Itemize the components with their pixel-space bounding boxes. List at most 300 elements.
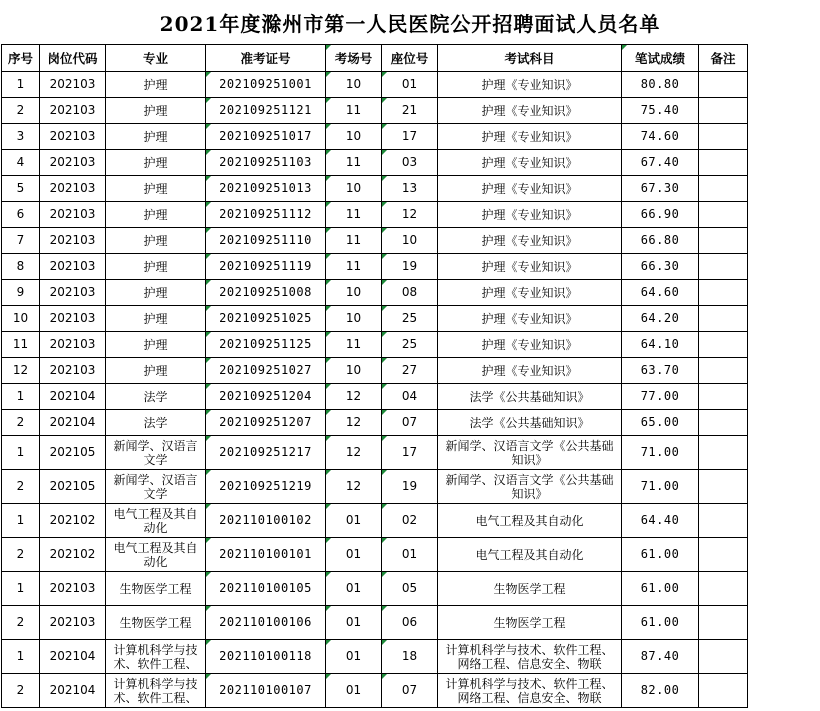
cell-subject[interactable] — [438, 606, 622, 640]
cell-major[interactable] — [106, 538, 206, 572]
cell-text: 护理《专业知识》 — [481, 207, 578, 222]
cell-remark[interactable] — [699, 436, 748, 470]
cell-subject[interactable] — [438, 202, 622, 228]
cell-text: 01 — [401, 77, 418, 91]
cell-room[interactable] — [326, 538, 382, 572]
cell-seat[interactable] — [382, 436, 438, 470]
header-ticket[interactable]: 准考证号 — [206, 45, 326, 72]
cell-text: 11 — [345, 337, 362, 351]
cell-seq[interactable] — [2, 674, 40, 708]
cell-room[interactable] — [326, 202, 382, 228]
cell-subject[interactable] — [438, 332, 622, 358]
cell-text: 202105 — [49, 479, 96, 493]
cell-post-code[interactable] — [40, 410, 106, 436]
cell-room[interactable] — [326, 470, 382, 504]
cell-text: 护理《专业知识》 — [481, 129, 578, 144]
cell-seat[interactable] — [382, 538, 438, 572]
cell-post-code[interactable] — [40, 606, 106, 640]
cell-major[interactable] — [106, 72, 206, 98]
cell-ticket[interactable] — [206, 410, 326, 436]
cell-text: 71.00 — [640, 445, 680, 459]
cell-text: 61.00 — [640, 615, 680, 629]
cell-post-code[interactable] — [40, 254, 106, 280]
cell-remark[interactable] — [699, 384, 748, 410]
cell-score[interactable] — [622, 436, 699, 470]
cell-subject[interactable] — [438, 280, 622, 306]
cell-text: 202104 — [49, 649, 96, 663]
cell-text: 66.90 — [640, 207, 680, 221]
cell-post-code[interactable] — [40, 306, 106, 332]
cell-seq[interactable] — [2, 538, 40, 572]
cell-room[interactable] — [326, 504, 382, 538]
cell-post-code[interactable] — [40, 202, 106, 228]
cell-seat[interactable] — [382, 280, 438, 306]
cell-room[interactable] — [326, 384, 382, 410]
cell-seat[interactable] — [382, 124, 438, 150]
cell-text: 202109251013 — [219, 181, 312, 195]
cell-score[interactable] — [622, 384, 699, 410]
cell-score[interactable] — [622, 306, 699, 332]
cell-seat[interactable] — [382, 640, 438, 674]
cell-score[interactable] — [622, 470, 699, 504]
cell-text: 202102 — [49, 547, 96, 561]
cell-ticket[interactable] — [206, 640, 326, 674]
cell-major[interactable] — [106, 150, 206, 176]
cell-text: 护理 — [143, 363, 168, 378]
cell-score[interactable] — [622, 358, 699, 384]
cell-text: 护理《专业知识》 — [481, 311, 578, 326]
cell-post-code[interactable] — [40, 640, 106, 674]
cell-remark[interactable] — [699, 606, 748, 640]
cell-text: 生物医学工程 — [493, 615, 566, 630]
cell-text: 67.40 — [640, 155, 680, 169]
header-major[interactable]: 专业 — [106, 45, 206, 72]
cell-room[interactable] — [326, 332, 382, 358]
cell-seq[interactable] — [2, 98, 40, 124]
cell-remark[interactable] — [699, 98, 748, 124]
cell-seq[interactable] — [2, 384, 40, 410]
cell-text: 12 — [401, 207, 418, 221]
header-post-code[interactable]: 岗位代码 — [40, 45, 106, 72]
cell-ticket[interactable] — [206, 280, 326, 306]
cell-remark[interactable] — [699, 72, 748, 98]
cell-text: 202102 — [49, 513, 96, 527]
cell-text: 202110100105 — [219, 581, 312, 595]
cell-seat[interactable] — [382, 504, 438, 538]
cell-score[interactable] — [622, 504, 699, 538]
cell-text: 27 — [401, 363, 418, 377]
table-body — [2, 72, 748, 708]
cell-seat[interactable] — [382, 606, 438, 640]
cell-text: 202109251219 — [219, 479, 312, 493]
cell-seat[interactable] — [382, 572, 438, 606]
cell-ticket[interactable] — [206, 606, 326, 640]
cell-ticket[interactable] — [206, 176, 326, 202]
cell-seq[interactable] — [2, 72, 40, 98]
cell-text: 202103 — [49, 129, 96, 143]
cell-subject[interactable] — [438, 150, 622, 176]
cell-major[interactable] — [106, 470, 206, 504]
cell-seq[interactable] — [2, 358, 40, 384]
cell-text: 202110100102 — [219, 513, 312, 527]
cell-seq[interactable] — [2, 436, 40, 470]
table-row — [2, 72, 748, 98]
cell-text: 法学 — [143, 389, 168, 404]
cell-text: 3 — [16, 129, 25, 143]
cell-subject[interactable] — [438, 504, 622, 538]
table-row — [2, 384, 748, 410]
cell-seq[interactable] — [2, 254, 40, 280]
cell-text: 202103 — [49, 615, 96, 629]
cell-seat[interactable] — [382, 332, 438, 358]
cell-text: 07 — [401, 683, 418, 697]
cell-ticket[interactable] — [206, 470, 326, 504]
cell-text: 202109251121 — [219, 103, 312, 117]
cell-seq[interactable] — [2, 228, 40, 254]
cell-major[interactable] — [106, 674, 206, 708]
cell-post-code[interactable] — [40, 358, 106, 384]
cell-remark[interactable] — [699, 202, 748, 228]
cell-ticket[interactable] — [206, 384, 326, 410]
cell-seat[interactable] — [382, 228, 438, 254]
cell-ticket[interactable] — [206, 254, 326, 280]
cell-text: 11 — [345, 207, 362, 221]
cell-room[interactable] — [326, 124, 382, 150]
cell-remark[interactable] — [699, 640, 748, 674]
cell-subject[interactable] — [438, 98, 622, 124]
cell-major[interactable] — [106, 410, 206, 436]
cell-subject[interactable] — [438, 254, 622, 280]
header-room[interactable]: 考场号 — [326, 45, 382, 72]
cell-seat[interactable] — [382, 410, 438, 436]
cell-subject[interactable] — [438, 306, 622, 332]
cell-room[interactable] — [326, 436, 382, 470]
cell-score[interactable] — [622, 124, 699, 150]
cell-seq[interactable] — [2, 306, 40, 332]
cell-ticket[interactable] — [206, 572, 326, 606]
cell-text: 护理 — [143, 129, 168, 144]
cell-major[interactable] — [106, 254, 206, 280]
table-row — [2, 606, 748, 640]
cell-text: 1 — [16, 389, 25, 403]
cell-text: 护理《专业知识》 — [481, 181, 578, 196]
cell-text: 11 — [345, 233, 362, 247]
cell-major[interactable] — [106, 176, 206, 202]
cell-major[interactable] — [106, 332, 206, 358]
cell-ticket[interactable] — [206, 674, 326, 708]
cell-seq[interactable] — [2, 410, 40, 436]
cell-ticket[interactable] — [206, 228, 326, 254]
cell-major[interactable] — [106, 280, 206, 306]
cell-remark[interactable] — [699, 176, 748, 202]
cell-remark[interactable] — [699, 228, 748, 254]
cell-text: 01 — [345, 547, 362, 561]
cell-post-code[interactable] — [40, 538, 106, 572]
header-seq[interactable]: 序号 — [2, 45, 40, 72]
cell-seq[interactable] — [2, 572, 40, 606]
cell-text: 10 — [345, 363, 362, 377]
cell-text: 计算机科学与技术、软件工程、网络工程、信息安全、物联 — [445, 642, 614, 671]
cell-text: 计算机科学与技术、软件工程、 — [113, 676, 198, 705]
cell-room[interactable] — [326, 358, 382, 384]
cell-subject[interactable] — [438, 384, 622, 410]
cell-text: 82.00 — [640, 683, 680, 697]
cell-text: 202109251017 — [219, 129, 312, 143]
cell-text: 护理《专业知识》 — [481, 259, 578, 274]
cell-subject[interactable] — [438, 176, 622, 202]
cell-major[interactable] — [106, 202, 206, 228]
cell-room[interactable] — [326, 228, 382, 254]
cell-text: 1 — [16, 581, 25, 595]
cell-text: 04 — [401, 389, 418, 403]
cell-seat[interactable] — [382, 150, 438, 176]
cell-text: 75.40 — [640, 103, 680, 117]
cell-text: 74.60 — [640, 129, 680, 143]
cell-remark[interactable] — [699, 150, 748, 176]
cell-seat[interactable] — [382, 358, 438, 384]
cell-room[interactable] — [326, 150, 382, 176]
cell-subject[interactable] — [438, 436, 622, 470]
cell-score[interactable] — [622, 640, 699, 674]
cell-remark[interactable] — [699, 538, 748, 572]
cell-text: 202104 — [49, 389, 96, 403]
cell-subject[interactable] — [438, 470, 622, 504]
cell-text: 护理 — [143, 337, 168, 352]
cell-post-code[interactable] — [40, 384, 106, 410]
cell-remark[interactable] — [699, 124, 748, 150]
cell-remark[interactable] — [699, 572, 748, 606]
cell-text: 13 — [401, 181, 418, 195]
cell-text: 63.70 — [640, 363, 680, 377]
cell-seq[interactable] — [2, 332, 40, 358]
cell-text: 10 — [401, 233, 418, 247]
cell-remark[interactable] — [699, 674, 748, 708]
cell-text: 12 — [12, 363, 29, 377]
cell-text: 护理 — [143, 233, 168, 248]
cell-post-code[interactable] — [40, 72, 106, 98]
cell-ticket[interactable] — [206, 124, 326, 150]
cell-ticket[interactable] — [206, 306, 326, 332]
cell-seat[interactable] — [382, 176, 438, 202]
cell-subject[interactable] — [438, 72, 622, 98]
cell-text: 202104 — [49, 683, 96, 697]
cell-subject[interactable] — [438, 410, 622, 436]
cell-score[interactable] — [622, 410, 699, 436]
cell-text: 05 — [401, 581, 418, 595]
cell-score[interactable] — [622, 332, 699, 358]
cell-seq[interactable] — [2, 606, 40, 640]
cell-remark[interactable] — [699, 280, 748, 306]
cell-text: 202109251204 — [219, 389, 312, 403]
table-row — [2, 176, 748, 202]
cell-major[interactable] — [106, 306, 206, 332]
header-seat[interactable]: 座位号 — [382, 45, 438, 72]
cell-score[interactable] — [622, 228, 699, 254]
cell-room[interactable] — [326, 410, 382, 436]
cell-text: 87.40 — [640, 649, 680, 663]
cell-text: 01 — [345, 649, 362, 663]
cell-major[interactable] — [106, 436, 206, 470]
cell-text: 8 — [16, 259, 25, 273]
cell-subject[interactable] — [438, 640, 622, 674]
cell-text: 护理 — [143, 155, 168, 170]
cell-post-code[interactable] — [40, 470, 106, 504]
cell-room[interactable] — [326, 572, 382, 606]
header-score[interactable]: 笔试成绩 — [622, 45, 699, 72]
cell-post-code[interactable] — [40, 332, 106, 358]
cell-seat[interactable] — [382, 306, 438, 332]
cell-seat[interactable] — [382, 98, 438, 124]
candidate-table — [1, 44, 748, 708]
cell-text: 12 — [345, 445, 362, 459]
cell-score[interactable] — [622, 606, 699, 640]
cell-score[interactable] — [622, 254, 699, 280]
cell-text: 64.60 — [640, 285, 680, 299]
cell-seq[interactable] — [2, 640, 40, 674]
cell-seq[interactable] — [2, 176, 40, 202]
cell-seq[interactable] — [2, 280, 40, 306]
cell-text: 1 — [16, 649, 25, 663]
cell-text: 77.00 — [640, 389, 680, 403]
cell-major[interactable] — [106, 504, 206, 538]
cell-room[interactable] — [326, 72, 382, 98]
cell-score[interactable] — [622, 572, 699, 606]
cell-ticket[interactable] — [206, 538, 326, 572]
header-subject[interactable]: 考试科目 — [438, 45, 622, 72]
table-row — [2, 98, 748, 124]
cell-major[interactable] — [106, 606, 206, 640]
cell-seat[interactable] — [382, 384, 438, 410]
cell-room[interactable] — [326, 306, 382, 332]
cell-score[interactable] — [622, 98, 699, 124]
cell-text: 19 — [401, 479, 418, 493]
cell-score[interactable] — [622, 674, 699, 708]
cell-post-code[interactable] — [40, 436, 106, 470]
table-row — [2, 504, 748, 538]
cell-room[interactable] — [326, 280, 382, 306]
cell-major[interactable] — [106, 358, 206, 384]
cell-ticket[interactable] — [206, 72, 326, 98]
cell-ticket[interactable] — [206, 436, 326, 470]
cell-post-code[interactable] — [40, 124, 106, 150]
cell-text: 64.40 — [640, 513, 680, 527]
cell-post-code[interactable] — [40, 280, 106, 306]
cell-seat[interactable] — [382, 202, 438, 228]
cell-room[interactable] — [326, 606, 382, 640]
cell-room[interactable] — [326, 674, 382, 708]
cell-remark[interactable] — [699, 254, 748, 280]
cell-text: 21 — [401, 103, 418, 117]
cell-ticket[interactable] — [206, 358, 326, 384]
cell-ticket[interactable] — [206, 98, 326, 124]
cell-text: 2 — [16, 683, 25, 697]
cell-seat[interactable] — [382, 254, 438, 280]
cell-text: 202103 — [49, 233, 96, 247]
cell-text: 电气工程及其自动化 — [475, 547, 584, 562]
cell-post-code[interactable] — [40, 572, 106, 606]
cell-post-code[interactable] — [40, 674, 106, 708]
cell-text: 202103 — [49, 155, 96, 169]
cell-remark[interactable] — [699, 332, 748, 358]
cell-text: 生物医学工程 — [493, 581, 566, 596]
cell-seat[interactable] — [382, 674, 438, 708]
cell-major[interactable] — [106, 98, 206, 124]
cell-post-code[interactable] — [40, 228, 106, 254]
cell-text: 202103 — [49, 77, 96, 91]
cell-room[interactable] — [326, 98, 382, 124]
table-row — [2, 306, 748, 332]
cell-seq[interactable] — [2, 470, 40, 504]
table-row — [2, 436, 748, 470]
cell-remark[interactable] — [699, 306, 748, 332]
cell-score[interactable] — [622, 202, 699, 228]
cell-post-code[interactable] — [40, 98, 106, 124]
cell-text: 66.30 — [640, 259, 680, 273]
cell-seat[interactable] — [382, 72, 438, 98]
cell-major[interactable] — [106, 228, 206, 254]
cell-major[interactable] — [106, 572, 206, 606]
cell-room[interactable] — [326, 254, 382, 280]
cell-remark[interactable] — [699, 504, 748, 538]
cell-post-code[interactable] — [40, 150, 106, 176]
cell-major[interactable] — [106, 124, 206, 150]
cell-text: 65.00 — [640, 415, 680, 429]
cell-room[interactable] — [326, 176, 382, 202]
cell-seq[interactable] — [2, 202, 40, 228]
cell-text: 202103 — [49, 311, 96, 325]
cell-subject[interactable] — [438, 674, 622, 708]
cell-text: 新闻学、汉语言文学《公共基础知识》 — [445, 438, 614, 467]
cell-post-code[interactable] — [40, 176, 106, 202]
cell-remark[interactable] — [699, 470, 748, 504]
cell-room[interactable] — [326, 640, 382, 674]
cell-text: 护理《专业知识》 — [481, 233, 578, 248]
cell-subject[interactable] — [438, 124, 622, 150]
header-remark[interactable]: 备注 — [699, 45, 748, 72]
cell-subject[interactable] — [438, 358, 622, 384]
cell-subject[interactable] — [438, 572, 622, 606]
cell-subject[interactable] — [438, 538, 622, 572]
cell-score[interactable] — [622, 280, 699, 306]
cell-score[interactable] — [622, 538, 699, 572]
cell-post-code[interactable] — [40, 504, 106, 538]
cell-ticket[interactable] — [206, 332, 326, 358]
cell-text: 202109251025 — [219, 311, 312, 325]
cell-text: 202103 — [49, 181, 96, 195]
cell-major[interactable] — [106, 640, 206, 674]
cell-seq[interactable] — [2, 124, 40, 150]
cell-ticket[interactable] — [206, 504, 326, 538]
cell-ticket[interactable] — [206, 202, 326, 228]
cell-seq[interactable] — [2, 150, 40, 176]
cell-text: 10 — [345, 285, 362, 299]
cell-remark[interactable] — [699, 358, 748, 384]
cell-subject[interactable] — [438, 228, 622, 254]
cell-text: 电气工程及其自动化 — [113, 506, 198, 535]
cell-score[interactable] — [622, 72, 699, 98]
cell-text: 新闻学、汉语言文学《公共基础知识》 — [445, 472, 614, 501]
cell-major[interactable] — [106, 384, 206, 410]
cell-ticket[interactable] — [206, 150, 326, 176]
cell-score[interactable] — [622, 150, 699, 176]
cell-seq[interactable] — [2, 504, 40, 538]
cell-text: 202110100118 — [219, 649, 312, 663]
cell-remark[interactable] — [699, 410, 748, 436]
cell-score[interactable] — [622, 176, 699, 202]
cell-text: 护理 — [143, 77, 168, 92]
sheet-title: 2021年度滁州市第一人民医院公开招聘面试人员名单 — [159, 11, 661, 36]
cell-seat[interactable] — [382, 470, 438, 504]
